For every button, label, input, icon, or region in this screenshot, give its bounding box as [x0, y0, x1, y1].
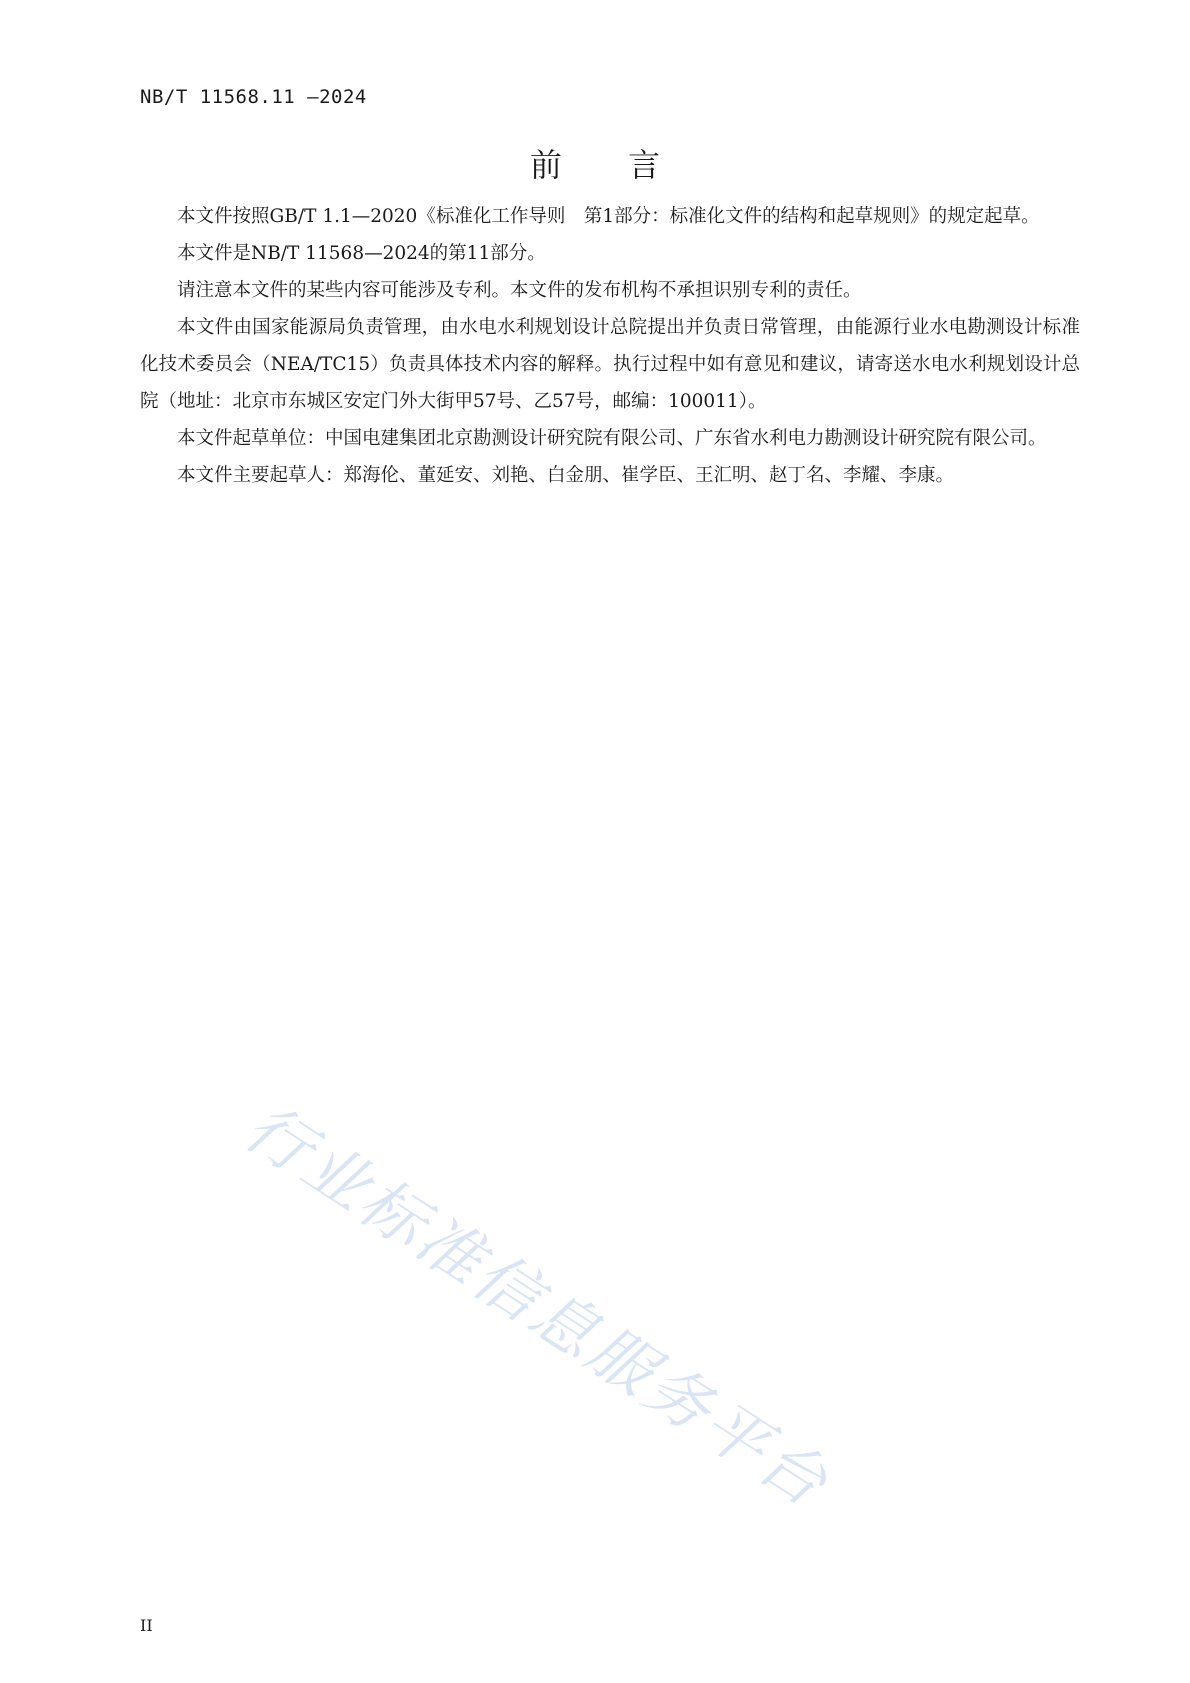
document-body	[140, 198, 1080, 494]
paragraph-part-info: 本文件是NB/T 11568—2024的第11部分。	[177, 243, 546, 264]
paragraph-drafting-units: 本文件起草单位：中国电建集团北京勘测设计研究院有限公司、广东省水利电力勘测设计研究院有限公司。	[177, 428, 1047, 449]
standard-code: NB/T 11568.11 —2024	[140, 86, 367, 108]
paragraph-drafting-rules: 本文件按照GB/T 1.1—2020《标准化工作导则 第1部分：标准化文件的结构和起草规则》的规定起草。	[177, 206, 1040, 227]
paragraph-patent-notice: 请注意本文件的某些内容可能涉及专利。本文件的发布机构不承担识别专利的责任。	[177, 280, 862, 301]
page-title: 前 言	[529, 146, 689, 184]
paragraph-management: 本文件由国家能源局负责管理，由水电水利规划设计总院提出并负责日常管理，由能源行业水电勘测设计标准化技术委员会（NEA/TC15）负责具体技术内容的解释。执行过程中如有意见和建议，请寄送水电水利规划设计总院（地址：北京市东城区安定门外大街甲57号、乙57号，邮编：100011）。	[140, 317, 1080, 412]
page-number: II	[140, 1616, 153, 1635]
watermark: 行业标准信息服务平台	[231, 1090, 843, 1523]
paragraph-drafters: 本文件主要起草人：郑海伦、董延安、刘艳、白金朋、崔学臣、王汇明、赵丁名、李耀、李康。	[177, 465, 955, 486]
